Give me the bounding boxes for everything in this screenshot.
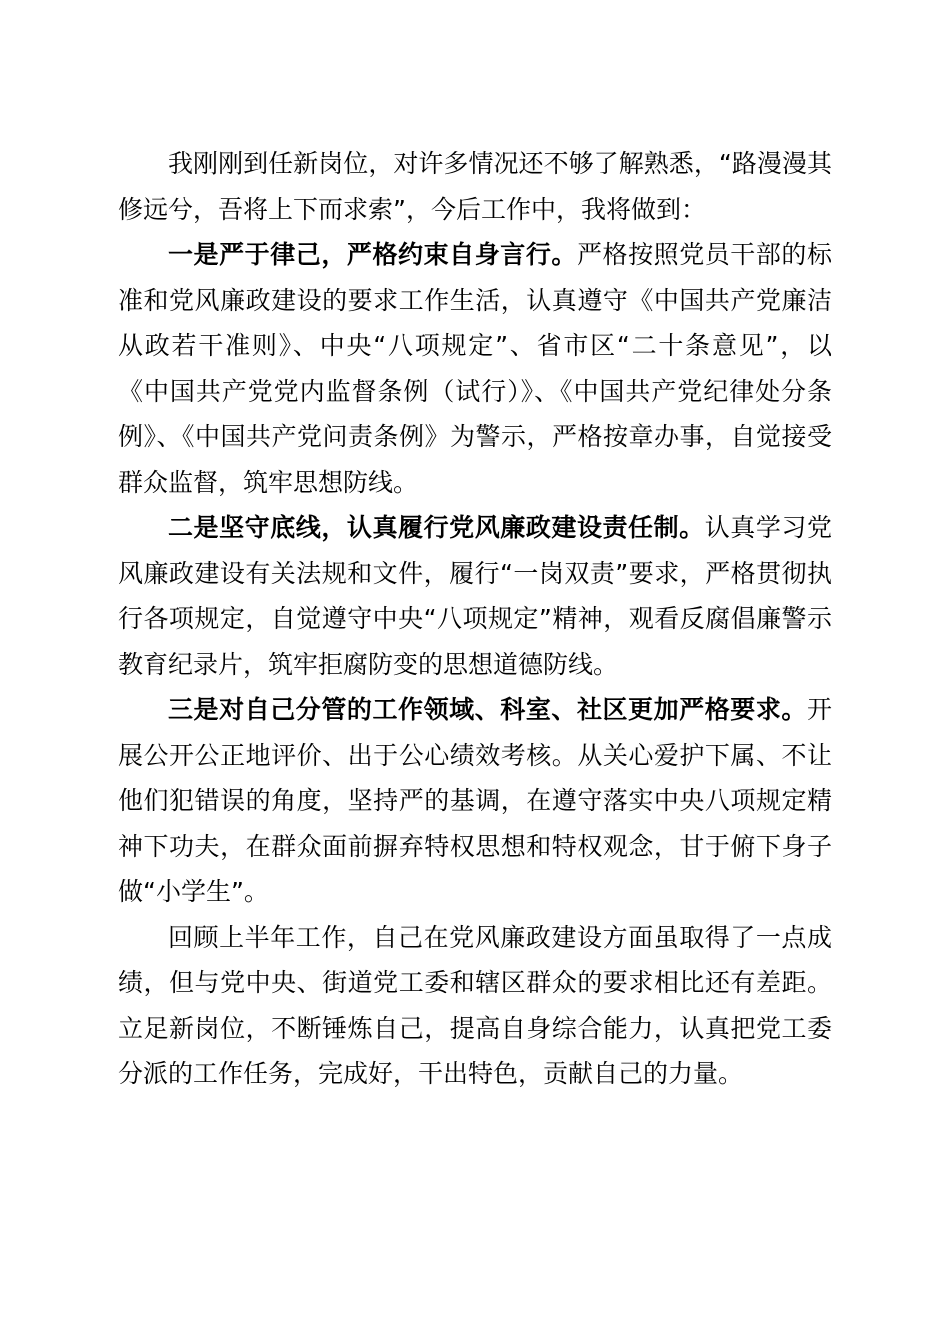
paragraph-point-three (118, 687, 832, 915)
paragraph-conclusion (118, 915, 832, 1097)
document-body (118, 141, 832, 1097)
paragraph-point-one-text: 严格按照党员干部的标准和党风廉政建设的要求工作生活，认真遵守《中国共产党廉洁从政若干准则》、中央“八项规定”、省市区“二十条意见”，以《中国共产党党内监督条例（试行）》、《中国共产党纪律处分条例》、《中国共产党问责条例》为警示，严格按章办事，自觉接受群众监督，筑牢思想防线。 (118, 240, 832, 497)
paragraph-point-one-lead: 一是严于律己，严格约束自身言行。 (168, 240, 577, 269)
paragraph-intro (118, 141, 832, 232)
paragraph-intro-text: 我刚刚到任新岗位，对许多情况还不够了解熟悉，“路漫漫其修远兮，吾将上下而求索”，今后工作中，我将做到： (118, 149, 832, 224)
paragraph-point-three-lead: 三是对自己分管的工作领域、科室、社区更加严格要求。 (168, 695, 807, 724)
paragraph-point-two-text: 认真学习党风廉政建设有关法规和文件，履行“一岗双责”要求，严格贯彻执行各项规定，自觉遵守中央“八项规定”精神，观看反腐倡廉警示教育纪录片，筑牢拒腐防变的思想道德防线。 (118, 513, 832, 679)
paragraph-point-two-lead: 二是坚守底线，认真履行党风廉政建设责任制。 (168, 513, 705, 542)
paragraph-point-two (118, 505, 832, 687)
paragraph-conclusion-text: 回顾上半年工作，自己在党风廉政建设方面虽取得了一点成绩，但与党中央、街道党工委和辖区群众的要求相比还有差距。立足新岗位，不断锤炼自己，提高自身综合能力，认真把党工委分派的工作任务，完成好，干出特色，贡献自己的力量。 (118, 922, 832, 1088)
paragraph-point-three-text: 开展公开公正地评价、出于公心绩效考核。从关心爱护下属、不让他们犯错误的角度，坚持严的基调，在遵守落实中央八项规定精神下功夫，在群众面前摒弃特权思想和特权观念，甘于俯下身子做“小学生”。 (118, 695, 832, 906)
paragraph-point-one (118, 232, 832, 505)
